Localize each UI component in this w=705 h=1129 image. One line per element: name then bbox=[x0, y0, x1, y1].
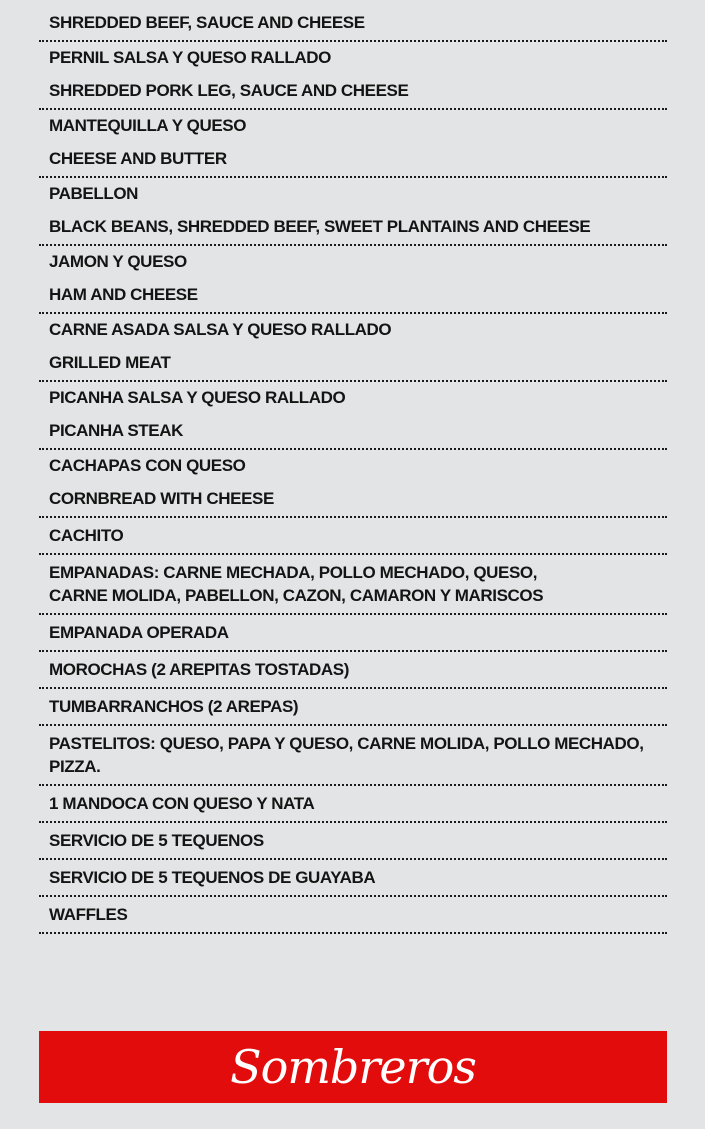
menu-item-name: CACHAPAS CON QUESO bbox=[49, 456, 246, 475]
menu-item-name: SERVICIO DE 5 TEQUENOS bbox=[49, 831, 264, 850]
menu-item-name: SERVICIO DE 5 TEQUENOS DE GUAYABA bbox=[49, 868, 376, 887]
menu-item-name: WAFFLES bbox=[49, 905, 128, 924]
menu-item bbox=[39, 42, 667, 110]
section-title: Sombreros bbox=[230, 1040, 476, 1094]
menu-item-name: CACHITO bbox=[49, 526, 124, 545]
menu-item bbox=[39, 450, 667, 518]
menu-item bbox=[39, 615, 667, 652]
menu-item bbox=[39, 382, 667, 450]
menu-item-description: GRILLED MEAT bbox=[49, 353, 171, 372]
menu-item-description: CORNBREAD WITH CHEESE bbox=[49, 489, 274, 508]
menu-item-name: PERNIL SALSA Y QUESO RALLADO bbox=[49, 48, 331, 67]
menu-item-name: JAMON Y QUESO bbox=[49, 252, 187, 271]
menu-item-description: SHREDDED BEEF, SAUCE AND CHEESE bbox=[49, 13, 365, 32]
menu-item bbox=[39, 518, 667, 555]
menu-item bbox=[39, 314, 667, 382]
menu-item-description: SHREDDED PORK LEG, SAUCE AND CHEESE bbox=[49, 81, 409, 100]
menu-item-description: HAM AND CHEESE bbox=[49, 285, 198, 304]
menu-item bbox=[39, 823, 667, 860]
menu-item-name: EMPANADA OPERADA bbox=[49, 623, 229, 642]
menu-item-description: PICANHA STEAK bbox=[49, 421, 183, 440]
menu-item bbox=[39, 689, 667, 726]
menu-item bbox=[39, 897, 667, 934]
menu-item-name: CARNE ASADA SALSA Y QUESO RALLADO bbox=[49, 320, 392, 339]
menu-item-description: CHEESE AND BUTTER bbox=[49, 149, 227, 168]
menu-item-name: EMPANADAS: CARNE MECHADA, POLLO MECHADO, QUESO, CARNE MOLIDA, PABELLON, CAZON, CAMARON Y MARISCOS bbox=[49, 563, 544, 605]
menu-item-name: 1 MANDOCA CON QUESO Y NATA bbox=[49, 794, 315, 813]
menu-item bbox=[39, 652, 667, 689]
menu-item bbox=[39, 786, 667, 823]
menu-item bbox=[39, 246, 667, 314]
menu-item-name: MOROCHAS (2 AREPITAS TOSTADAS) bbox=[49, 660, 349, 679]
menu-item-name: PABELLON bbox=[49, 184, 139, 203]
menu-item bbox=[39, 860, 667, 897]
menu-item bbox=[39, 110, 667, 178]
menu-item-description: BLACK BEANS, SHREDDED BEEF, SWEET PLANTAINS AND CHEESE bbox=[49, 217, 591, 236]
menu-list bbox=[39, 0, 667, 934]
menu-item-name: PICANHA SALSA Y QUESO RALLADO bbox=[49, 388, 346, 407]
menu-item bbox=[39, 0, 667, 42]
menu-item-name: MANTEQUILLA Y QUESO bbox=[49, 116, 247, 135]
menu-item bbox=[39, 178, 667, 246]
menu-item-name: TUMBARRANCHOS (2 AREPAS) bbox=[49, 697, 299, 716]
menu-item-name: PASTELITOS: QUESO, PAPA Y QUESO, CARNE MOLIDA, POLLO MECHADO, PIZZA. bbox=[49, 734, 644, 776]
menu-item bbox=[39, 726, 667, 786]
menu-item bbox=[39, 555, 667, 615]
section-banner bbox=[39, 1031, 667, 1103]
